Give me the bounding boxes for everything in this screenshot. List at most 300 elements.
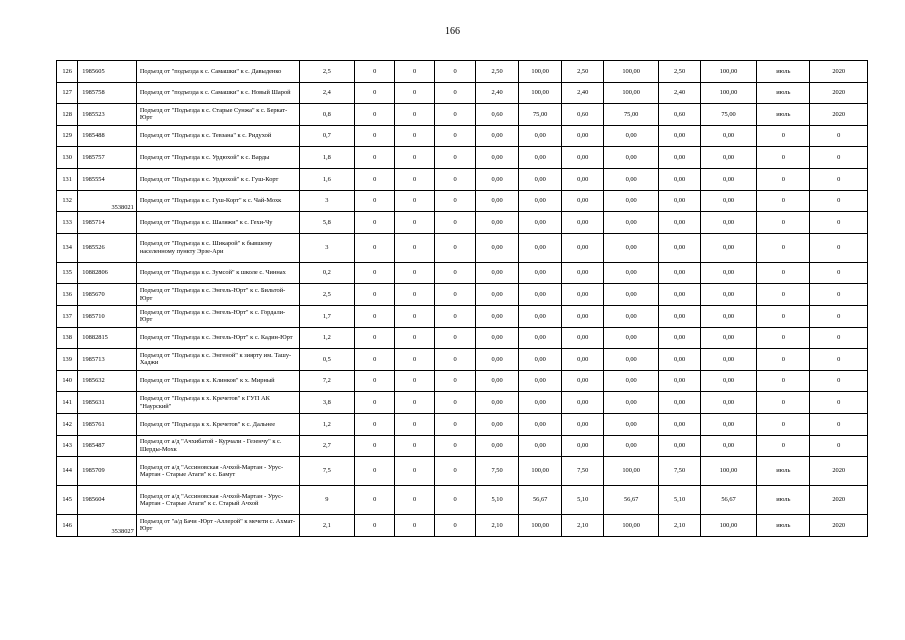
value-5-cell: 0,00 xyxy=(518,349,562,371)
year-cell: 0 xyxy=(810,349,868,371)
month-cell: 0 xyxy=(757,168,810,190)
value-3-cell: 0 xyxy=(434,486,476,515)
value-3-cell: 0 xyxy=(434,327,476,349)
value-5-cell: 0,00 xyxy=(518,233,562,262)
road-name-cell: Подъезд от "подъезда к с. Самашки" к с. Новый Шарой xyxy=(136,82,299,104)
value-5-cell: 0,00 xyxy=(518,147,562,169)
value-2-cell: 0 xyxy=(395,370,434,392)
year-cell: 2020 xyxy=(810,515,868,537)
value-3-cell: 0 xyxy=(434,212,476,234)
value-9-cell: 75,00 xyxy=(700,104,756,126)
value-9-cell: 0,00 xyxy=(700,212,756,234)
row-number-cell: 135 xyxy=(57,262,78,284)
value-7-cell: 0,00 xyxy=(603,125,658,147)
value-8-cell: 0,00 xyxy=(659,147,701,169)
value-5-cell: 100,00 xyxy=(518,61,562,83)
value-1-cell: 0 xyxy=(354,212,394,234)
value-1-cell: 0 xyxy=(354,168,394,190)
row-number-cell: 129 xyxy=(57,125,78,147)
month-cell: 0 xyxy=(757,125,810,147)
road-length-cell: 2,7 xyxy=(299,435,354,457)
value-1-cell: 0 xyxy=(354,82,394,104)
road-code-cell: 1985604 xyxy=(78,486,137,515)
value-6-cell: 2,10 xyxy=(562,515,604,537)
value-3-cell: 0 xyxy=(434,147,476,169)
value-6-cell: 0,00 xyxy=(562,435,604,457)
table-row xyxy=(57,147,868,169)
road-length-cell: 1,2 xyxy=(299,413,354,435)
table-row xyxy=(57,486,868,515)
road-length-cell: 1,2 xyxy=(299,327,354,349)
road-length-cell: 2,5 xyxy=(299,61,354,83)
value-8-cell: 2,10 xyxy=(659,515,701,537)
table-row xyxy=(57,515,868,537)
road-code-cell: 1985554 xyxy=(78,168,137,190)
value-4-cell: 0,00 xyxy=(476,392,519,414)
road-length-cell: 3 xyxy=(299,190,354,212)
road-name-cell: Подъезд от "Подъезда к с. Гуш-Корт" к с. Чай-Мохк xyxy=(136,190,299,212)
value-5-cell: 100,00 xyxy=(518,82,562,104)
month-cell: 0 xyxy=(757,305,810,327)
value-7-cell: 0,00 xyxy=(603,413,658,435)
year-cell: 0 xyxy=(810,327,868,349)
year-cell: 2020 xyxy=(810,82,868,104)
table-row xyxy=(57,125,868,147)
value-3-cell: 0 xyxy=(434,190,476,212)
month-cell: 0 xyxy=(757,284,810,306)
road-table xyxy=(56,60,868,537)
value-2-cell: 0 xyxy=(395,82,434,104)
road-code-cell: 1985710 xyxy=(78,305,137,327)
row-number-cell: 130 xyxy=(57,147,78,169)
month-cell: 0 xyxy=(757,327,810,349)
value-1-cell: 0 xyxy=(354,515,394,537)
value-3-cell: 0 xyxy=(434,233,476,262)
value-2-cell: 0 xyxy=(395,392,434,414)
value-4-cell: 0,00 xyxy=(476,284,519,306)
row-number-cell: 141 xyxy=(57,392,78,414)
value-4-cell: 0,60 xyxy=(476,104,519,126)
value-3-cell: 0 xyxy=(434,284,476,306)
row-number-cell: 142 xyxy=(57,413,78,435)
value-4-cell: 5,10 xyxy=(476,486,519,515)
value-5-cell: 0,00 xyxy=(518,392,562,414)
road-length-cell: 3,8 xyxy=(299,392,354,414)
table-row xyxy=(57,349,868,371)
value-6-cell: 0,00 xyxy=(562,284,604,306)
month-cell: 0 xyxy=(757,392,810,414)
value-2-cell: 0 xyxy=(395,457,434,486)
value-7-cell: 100,00 xyxy=(603,61,658,83)
value-5-cell: 0,00 xyxy=(518,190,562,212)
month-cell: 0 xyxy=(757,435,810,457)
road-name-cell: Подъезд от "Подъезда к с. Энгель-Юрт" к с. Кадин-Юрт xyxy=(136,327,299,349)
value-2-cell: 0 xyxy=(395,233,434,262)
value-7-cell: 0,00 xyxy=(603,147,658,169)
value-1-cell: 0 xyxy=(354,125,394,147)
road-name-cell: Подъезд от "Подъезда к с. Тевзана" к с. Ридухой xyxy=(136,125,299,147)
road-name-cell: Подъезд от "Подъезда к х. Кречетов" к с. Дальнее xyxy=(136,413,299,435)
value-6-cell: 0,00 xyxy=(562,168,604,190)
row-number-cell: 143 xyxy=(57,435,78,457)
row-number-cell: 145 xyxy=(57,486,78,515)
year-cell: 2020 xyxy=(810,104,868,126)
value-8-cell: 0,00 xyxy=(659,349,701,371)
value-8-cell: 0,00 xyxy=(659,370,701,392)
value-1-cell: 0 xyxy=(354,61,394,83)
value-4-cell: 2,50 xyxy=(476,61,519,83)
value-9-cell: 100,00 xyxy=(700,457,756,486)
value-4-cell: 0,00 xyxy=(476,435,519,457)
value-9-cell: 0,00 xyxy=(700,305,756,327)
value-4-cell: 0,00 xyxy=(476,327,519,349)
road-length-cell: 7,5 xyxy=(299,457,354,486)
value-5-cell: 56,67 xyxy=(518,486,562,515)
value-3-cell: 0 xyxy=(434,349,476,371)
row-number-cell: 128 xyxy=(57,104,78,126)
road-name-cell: Подъезд от "Подъезда к с. Урдюхой" к с. Варды xyxy=(136,147,299,169)
value-1-cell: 0 xyxy=(354,349,394,371)
value-7-cell: 0,00 xyxy=(603,305,658,327)
value-1-cell: 0 xyxy=(354,233,394,262)
value-2-cell: 0 xyxy=(395,435,434,457)
road-length-cell: 0,2 xyxy=(299,262,354,284)
month-cell: 0 xyxy=(757,349,810,371)
value-7-cell: 56,67 xyxy=(603,486,658,515)
year-cell: 0 xyxy=(810,212,868,234)
value-5-cell: 0,00 xyxy=(518,168,562,190)
value-7-cell: 0,00 xyxy=(603,233,658,262)
value-1-cell: 0 xyxy=(354,262,394,284)
row-number-cell: 137 xyxy=(57,305,78,327)
value-8-cell: 0,00 xyxy=(659,262,701,284)
road-name-cell: Подъезд от "Подъезда к х. Клинков" к х. Мирный xyxy=(136,370,299,392)
value-7-cell: 0,00 xyxy=(603,168,658,190)
value-5-cell: 0,00 xyxy=(518,284,562,306)
value-9-cell: 0,00 xyxy=(700,262,756,284)
value-1-cell: 0 xyxy=(354,104,394,126)
row-number-cell: 126 xyxy=(57,61,78,83)
value-4-cell: 0,00 xyxy=(476,370,519,392)
road-code-cell: 1985761 xyxy=(78,413,137,435)
road-name-cell: Подъезд от а/д "Ачхибатой - Курчали - Гезенчу" к с. Шерды-Мохк xyxy=(136,435,299,457)
value-1-cell: 0 xyxy=(354,284,394,306)
value-1-cell: 0 xyxy=(354,392,394,414)
year-cell: 0 xyxy=(810,392,868,414)
table-row xyxy=(57,190,868,212)
value-8-cell: 0,00 xyxy=(659,327,701,349)
value-3-cell: 0 xyxy=(434,370,476,392)
month-cell: июль xyxy=(757,61,810,83)
table-row xyxy=(57,392,868,414)
value-9-cell: 0,00 xyxy=(700,233,756,262)
road-length-cell: 0,5 xyxy=(299,349,354,371)
row-number-cell: 134 xyxy=(57,233,78,262)
value-9-cell: 0,00 xyxy=(700,284,756,306)
road-name-cell: Подъезд от "Подъезда к с. Старые Сунжа" к с. Беркат-Юрт xyxy=(136,104,299,126)
road-code-cell: 1985605 xyxy=(78,61,137,83)
value-8-cell: 5,10 xyxy=(659,486,701,515)
month-cell: июль xyxy=(757,515,810,537)
value-6-cell: 0,60 xyxy=(562,104,604,126)
value-7-cell: 0,00 xyxy=(603,435,658,457)
value-1-cell: 0 xyxy=(354,486,394,515)
value-7-cell: 100,00 xyxy=(603,515,658,537)
value-6-cell: 0,00 xyxy=(562,392,604,414)
row-number-cell: 132 xyxy=(57,190,78,212)
value-8-cell: 2,50 xyxy=(659,61,701,83)
table-row xyxy=(57,413,868,435)
table-row xyxy=(57,284,868,306)
road-length-cell: 2,4 xyxy=(299,82,354,104)
value-2-cell: 0 xyxy=(395,305,434,327)
table-row xyxy=(57,435,868,457)
road-length-cell: 7,2 xyxy=(299,370,354,392)
road-code-cell: 1985714 xyxy=(78,212,137,234)
value-8-cell: 0,00 xyxy=(659,190,701,212)
value-3-cell: 0 xyxy=(434,457,476,486)
road-code-cell: 1985488 xyxy=(78,125,137,147)
value-4-cell: 7,50 xyxy=(476,457,519,486)
row-number-cell: 140 xyxy=(57,370,78,392)
value-5-cell: 0,00 xyxy=(518,327,562,349)
table-row xyxy=(57,262,868,284)
value-4-cell: 0,00 xyxy=(476,233,519,262)
table-row xyxy=(57,61,868,83)
year-cell: 0 xyxy=(810,413,868,435)
value-8-cell: 0,00 xyxy=(659,305,701,327)
value-7-cell: 100,00 xyxy=(603,82,658,104)
road-name-cell: Подъезд от "Подъезда к с. Шикарой" к бывшему населенному пункту Эрзе-Ари xyxy=(136,233,299,262)
road-name-cell: Подъезд от "Подъезда к х. Кречетов" к ГУП АК "Наурский" xyxy=(136,392,299,414)
value-3-cell: 0 xyxy=(434,515,476,537)
value-1-cell: 0 xyxy=(354,457,394,486)
value-1-cell: 0 xyxy=(354,435,394,457)
value-5-cell: 0,00 xyxy=(518,262,562,284)
value-2-cell: 0 xyxy=(395,147,434,169)
value-2-cell: 0 xyxy=(395,262,434,284)
value-8-cell: 0,00 xyxy=(659,284,701,306)
value-2-cell: 0 xyxy=(395,327,434,349)
page-number: 166 xyxy=(445,26,460,37)
value-4-cell: 0,00 xyxy=(476,413,519,435)
value-2-cell: 0 xyxy=(395,168,434,190)
value-6-cell: 0,00 xyxy=(562,349,604,371)
road-length-cell: 9 xyxy=(299,486,354,515)
value-1-cell: 0 xyxy=(354,147,394,169)
value-1-cell: 0 xyxy=(354,190,394,212)
row-number-cell: 139 xyxy=(57,349,78,371)
row-number-cell: 136 xyxy=(57,284,78,306)
road-length-cell: 3 xyxy=(299,233,354,262)
value-6-cell: 5,10 xyxy=(562,486,604,515)
value-8-cell: 0,00 xyxy=(659,392,701,414)
value-3-cell: 0 xyxy=(434,305,476,327)
month-cell: 0 xyxy=(757,190,810,212)
road-name-cell: Подъезд от "Подъезда к с. Шаляжи" к с. Гехи-Чу xyxy=(136,212,299,234)
value-1-cell: 0 xyxy=(354,327,394,349)
value-3-cell: 0 xyxy=(434,392,476,414)
value-9-cell: 100,00 xyxy=(700,61,756,83)
value-1-cell: 0 xyxy=(354,305,394,327)
value-6-cell: 2,50 xyxy=(562,61,604,83)
value-7-cell: 100,00 xyxy=(603,457,658,486)
road-code-cell: 1985631 xyxy=(78,392,137,414)
road-length-cell: 1,6 xyxy=(299,168,354,190)
value-9-cell: 0,00 xyxy=(700,327,756,349)
value-8-cell: 0,00 xyxy=(659,212,701,234)
value-5-cell: 0,00 xyxy=(518,435,562,457)
value-4-cell: 2,40 xyxy=(476,82,519,104)
row-number-cell: 144 xyxy=(57,457,78,486)
year-cell: 2020 xyxy=(810,61,868,83)
value-2-cell: 0 xyxy=(395,212,434,234)
road-length-cell: 0,8 xyxy=(299,104,354,126)
value-4-cell: 0,00 xyxy=(476,212,519,234)
value-4-cell: 0,00 xyxy=(476,147,519,169)
value-9-cell: 0,00 xyxy=(700,349,756,371)
value-8-cell: 0,00 xyxy=(659,125,701,147)
month-cell: 0 xyxy=(757,233,810,262)
row-number-cell: 138 xyxy=(57,327,78,349)
road-name-cell: Подъезд от а/д "Ассиновская -Ачхой-Мартан - Урус-Мартан - Старые Атаги" к с. Бамут xyxy=(136,457,299,486)
value-9-cell: 0,00 xyxy=(700,392,756,414)
value-6-cell: 0,00 xyxy=(562,147,604,169)
value-6-cell: 0,00 xyxy=(562,370,604,392)
value-3-cell: 0 xyxy=(434,435,476,457)
value-6-cell: 0,00 xyxy=(562,233,604,262)
value-6-cell: 0,00 xyxy=(562,212,604,234)
value-3-cell: 0 xyxy=(434,413,476,435)
value-8-cell: 7,50 xyxy=(659,457,701,486)
year-cell: 0 xyxy=(810,125,868,147)
table-row xyxy=(57,457,868,486)
value-5-cell: 0,00 xyxy=(518,305,562,327)
value-6-cell: 0,00 xyxy=(562,413,604,435)
road-code-cell: 1985709 xyxy=(78,457,137,486)
road-code-cell: 1985632 xyxy=(78,370,137,392)
table-row xyxy=(57,305,868,327)
value-9-cell: 0,00 xyxy=(700,370,756,392)
value-2-cell: 0 xyxy=(395,349,434,371)
table-body xyxy=(57,61,868,537)
value-2-cell: 0 xyxy=(395,284,434,306)
year-cell: 0 xyxy=(810,370,868,392)
road-code-cell: 1985713 xyxy=(78,349,137,371)
year-cell: 0 xyxy=(810,190,868,212)
road-length-cell: 1,7 xyxy=(299,305,354,327)
value-9-cell: 0,00 xyxy=(700,147,756,169)
road-code-cell: 1985526 xyxy=(78,233,137,262)
value-7-cell: 0,00 xyxy=(603,284,658,306)
value-9-cell: 0,00 xyxy=(700,435,756,457)
value-2-cell: 0 xyxy=(395,125,434,147)
value-8-cell: 2,40 xyxy=(659,82,701,104)
value-1-cell: 0 xyxy=(354,413,394,435)
value-5-cell: 0,00 xyxy=(518,413,562,435)
road-code-cell: 10882806 xyxy=(78,262,137,284)
road-code-cell: 10882815 xyxy=(78,327,137,349)
value-7-cell: 75,00 xyxy=(603,104,658,126)
table-row xyxy=(57,370,868,392)
value-6-cell: 7,50 xyxy=(562,457,604,486)
value-5-cell: 0,00 xyxy=(518,125,562,147)
value-7-cell: 0,00 xyxy=(603,370,658,392)
table-row xyxy=(57,327,868,349)
month-cell: июль xyxy=(757,82,810,104)
value-6-cell: 0,00 xyxy=(562,305,604,327)
value-6-cell: 0,00 xyxy=(562,262,604,284)
value-2-cell: 0 xyxy=(395,486,434,515)
road-code-cell: 1985487 xyxy=(78,435,137,457)
road-code-cell: 3538027 xyxy=(78,515,137,537)
month-cell: 0 xyxy=(757,212,810,234)
value-9-cell: 100,00 xyxy=(700,515,756,537)
value-7-cell: 0,00 xyxy=(603,327,658,349)
road-name-cell: Подъезд от "Подъезда к с. Урдюхой" к с. Гуш-Корт xyxy=(136,168,299,190)
year-cell: 0 xyxy=(810,262,868,284)
road-length-cell: 1,8 xyxy=(299,147,354,169)
value-2-cell: 0 xyxy=(395,515,434,537)
table-row xyxy=(57,82,868,104)
year-cell: 2020 xyxy=(810,486,868,515)
value-4-cell: 0,00 xyxy=(476,305,519,327)
value-5-cell: 100,00 xyxy=(518,457,562,486)
value-7-cell: 0,00 xyxy=(603,190,658,212)
value-9-cell: 0,00 xyxy=(700,168,756,190)
value-9-cell: 0,00 xyxy=(700,413,756,435)
month-cell: июль xyxy=(757,486,810,515)
value-9-cell: 56,67 xyxy=(700,486,756,515)
value-9-cell: 100,00 xyxy=(700,82,756,104)
road-name-cell: Подъезд от "Подъезда к с. Зумсой" к школе с. Чиннах xyxy=(136,262,299,284)
road-length-cell: 0,7 xyxy=(299,125,354,147)
value-8-cell: 0,60 xyxy=(659,104,701,126)
value-2-cell: 0 xyxy=(395,61,434,83)
row-number-cell: 146 xyxy=(57,515,78,537)
value-2-cell: 0 xyxy=(395,413,434,435)
value-5-cell: 0,00 xyxy=(518,212,562,234)
road-length-cell: 2,1 xyxy=(299,515,354,537)
value-6-cell: 0,00 xyxy=(562,190,604,212)
row-number-cell: 131 xyxy=(57,168,78,190)
month-cell: 0 xyxy=(757,262,810,284)
value-5-cell: 75,00 xyxy=(518,104,562,126)
road-name-cell: Подъезд от а/д "Ассиновская -Ачхой-Мартан - Урус-Мартан - Старые Атаги" к с. Старый Ачхой xyxy=(136,486,299,515)
road-code-cell: 1985670 xyxy=(78,284,137,306)
road-name-cell: Подъезд от "подъезда к с. Самашки" к с. Давыденко xyxy=(136,61,299,83)
value-8-cell: 0,00 xyxy=(659,435,701,457)
month-cell: 0 xyxy=(757,147,810,169)
year-cell: 0 xyxy=(810,233,868,262)
value-2-cell: 0 xyxy=(395,190,434,212)
road-length-cell: 5,8 xyxy=(299,212,354,234)
road-name-cell: Подъезд от "а/д Бачи -Юрт -Аллерой" к мечети с. Ахмат-Юрт xyxy=(136,515,299,537)
value-9-cell: 0,00 xyxy=(700,190,756,212)
value-8-cell: 0,00 xyxy=(659,168,701,190)
value-3-cell: 0 xyxy=(434,168,476,190)
year-cell: 0 xyxy=(810,147,868,169)
value-3-cell: 0 xyxy=(434,82,476,104)
value-5-cell: 0,00 xyxy=(518,370,562,392)
value-4-cell: 0,00 xyxy=(476,168,519,190)
road-length-cell: 2,5 xyxy=(299,284,354,306)
row-number-cell: 133 xyxy=(57,212,78,234)
value-7-cell: 0,00 xyxy=(603,262,658,284)
road-code-cell: 1985523 xyxy=(78,104,137,126)
year-cell: 0 xyxy=(810,168,868,190)
year-cell: 0 xyxy=(810,435,868,457)
